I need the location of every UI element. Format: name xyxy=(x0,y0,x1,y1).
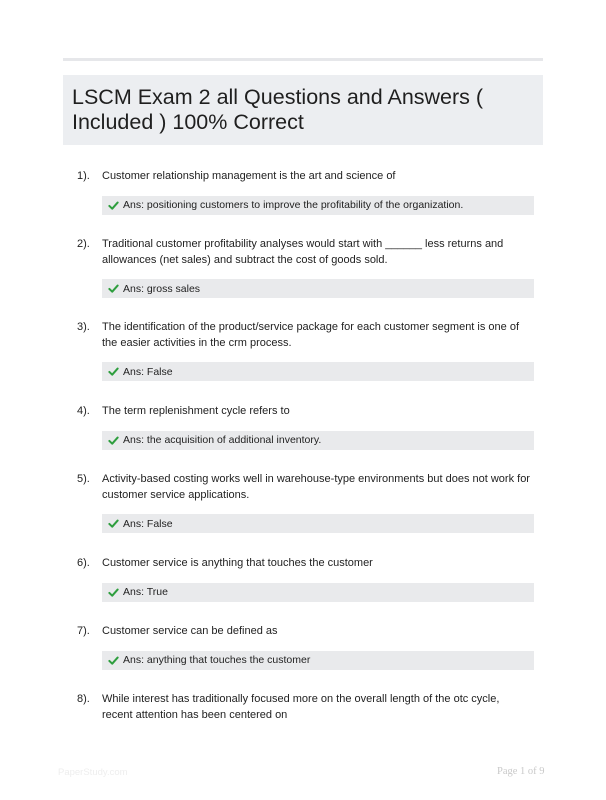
question-number: 2). xyxy=(77,238,90,250)
question-number: 1). xyxy=(77,170,90,182)
question-text: While interest has traditionally focused more on the overall length of the otc cycle, recent attention has been centered on xyxy=(102,693,500,721)
answer-box xyxy=(102,651,534,670)
question-item xyxy=(63,404,543,450)
question-item xyxy=(63,692,543,723)
answer-text: Ans: the acquisition of additional inventory. xyxy=(123,434,322,446)
question-text: Traditional customer profitability analyses would start with ______ less returns and allowances (net sales) and subtract the cost of goods sold. xyxy=(102,238,504,266)
question-text: Customer service is anything that touches the customer xyxy=(102,557,373,569)
check-icon xyxy=(108,200,119,211)
answer-box xyxy=(102,279,534,298)
question-text: The term replenishment cycle refers to xyxy=(102,405,290,417)
page-indicator: Page 1 of 9 xyxy=(497,766,545,777)
question-number: 7). xyxy=(77,625,90,637)
question-number: 4). xyxy=(77,405,90,417)
question-text: Customer service can be defined as xyxy=(102,625,278,637)
question-item xyxy=(63,237,543,298)
answer-box xyxy=(102,514,534,533)
check-icon xyxy=(108,518,119,529)
answer-box xyxy=(102,362,534,381)
title-banner xyxy=(63,75,543,145)
footer-watermark: PaperStudy.com xyxy=(58,767,128,778)
answer-text: Ans: anything that touches the customer xyxy=(123,654,311,666)
question-text: Activity-based costing works well in warehouse-type environments but does not work for customer service applications. xyxy=(102,473,530,501)
question-number: 6). xyxy=(77,557,90,569)
answer-text: Ans: False xyxy=(123,517,173,530)
question-number: 8). xyxy=(77,693,90,705)
question-item xyxy=(63,320,543,381)
answer-box xyxy=(102,431,534,450)
answer-box xyxy=(102,583,534,602)
question-item xyxy=(63,556,543,602)
question-number: 5). xyxy=(77,473,90,485)
check-icon xyxy=(108,587,119,598)
question-item xyxy=(63,472,543,533)
top-divider xyxy=(63,58,543,61)
document-title: LSCM Exam 2 all Questions and Answers ( Included ) 100% Correct xyxy=(72,85,484,134)
answer-box xyxy=(102,196,534,215)
question-item xyxy=(63,624,543,670)
check-icon xyxy=(108,435,119,446)
check-icon xyxy=(108,655,119,666)
answer-text: Ans: True xyxy=(123,586,168,598)
answer-text: Ans: gross sales xyxy=(123,282,201,295)
answer-text: Ans: False xyxy=(123,365,173,378)
question-text: Customer relationship management is the art and science of xyxy=(102,170,396,182)
check-icon xyxy=(108,283,119,294)
check-icon xyxy=(108,366,119,377)
question-text: The identification of the product/service package for each customer segment is one of the easier activities in the crm process. xyxy=(102,321,520,349)
question-number: 3). xyxy=(77,321,90,333)
question-item xyxy=(63,169,543,215)
answer-text: Ans: positioning customers to improve the profitability of the organization. xyxy=(123,199,464,211)
